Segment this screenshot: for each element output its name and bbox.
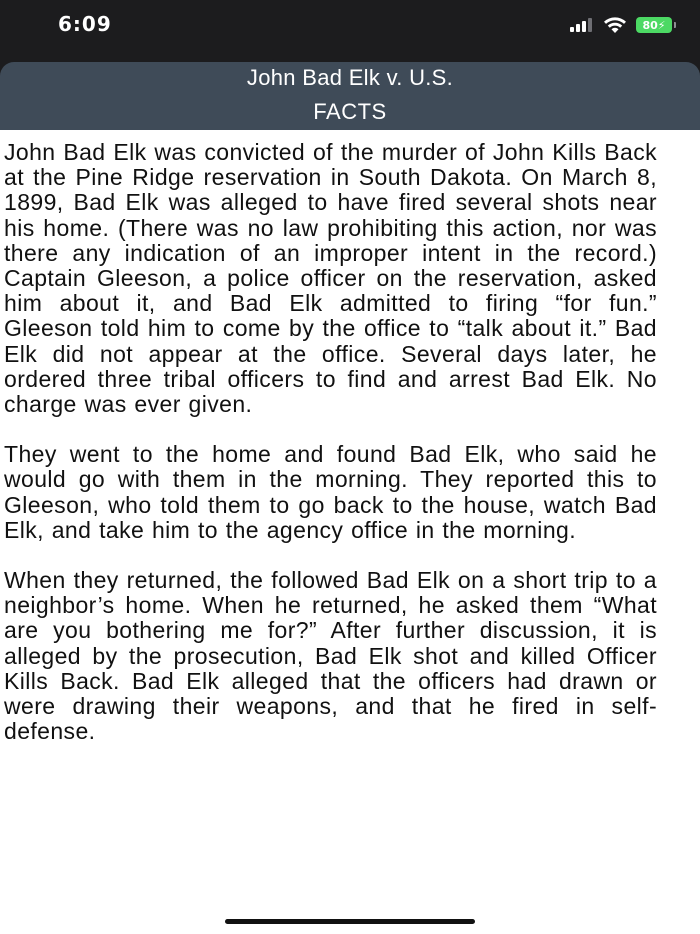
wifi-icon <box>602 16 628 34</box>
nav-header <box>0 62 700 130</box>
home-indicator[interactable] <box>225 919 475 924</box>
status-bar <box>0 0 700 56</box>
status-time: 6:09 <box>58 12 112 36</box>
battery-icon <box>636 17 672 33</box>
cellular-signal-icon <box>570 18 594 32</box>
facts-content[interactable] <box>0 130 700 934</box>
charging-bolt-icon: ⚡ <box>657 18 666 32</box>
facts-paragraph-3: When they returned, the followed Bad Elk on a short trip to a neighbor’s home. When he returned, he asked them “What are you bothering me for?” After further discussion, it is alleged by the prosecution, Bad Elk shot and killed Officer Kills Back. Bad Elk alleged that the officers had drawn or were drawing their weapons, and that he fired in self-defense. <box>4 567 657 745</box>
battery-level: 80 <box>642 18 658 32</box>
paragraph-spacer <box>0 543 700 568</box>
facts-paragraph-2: They went to the home and found Bad Elk, who said he would go with them in the morning. They reported this to Gleeson, who told them to go back to the house, watch Bad Elk, and take him to the agency office in the morning. <box>4 441 657 543</box>
status-indicators <box>570 15 672 35</box>
paragraph-spacer <box>0 417 700 442</box>
page-subtitle: FACTS <box>313 99 387 124</box>
facts-paragraph-1: John Bad Elk was convicted of the murder of John Kills Back at the Pine Ridge reservation in South Dakota. On March 8, 1899, Bad Elk was alleged to have fired several shots near his home. (There was no law prohibiting this action, nor was there any indication of an improper intent in the record.) Captain Gleeson, a police officer on the reservation, asked him about it, and Bad Elk admitted to firing “for fun.” Gleeson told him to come by the office to “talk about it.” Bad Elk did not appear at the office. Several days later, he ordered three tribal officers to find and arrest Bad Elk. No charge was ever given. <box>4 139 657 418</box>
page-title: John Bad Elk v. U.S. <box>246 65 454 90</box>
